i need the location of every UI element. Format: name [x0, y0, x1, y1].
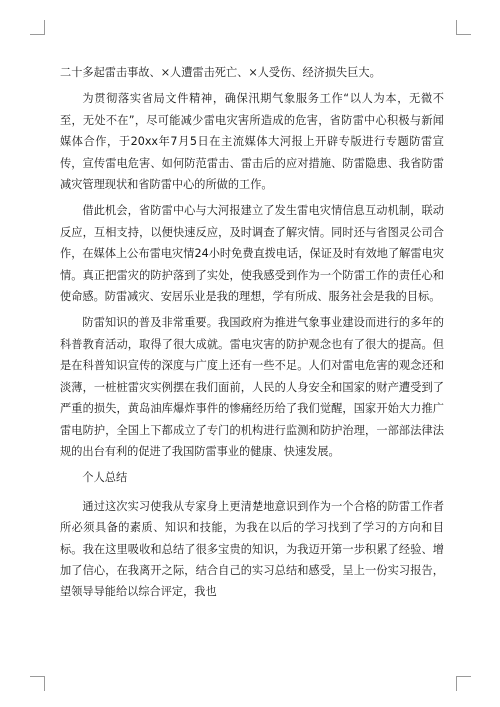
paragraph-cooperation: 借此机会，省防雷中心与大河报建立了发生雷电灾情信息互动机制，联动反应，互相支持，以便快速反应，及时调查了解灾情。同时还与省图灵公司合作，在媒体上公布雷电灾情24小时免费直拨电话，保证及时有效地了解雷电灾情。真正把雷灾的防护落到了实处，使我感受到作为一个防雷工作的责任心和使命感。防雷减灾、安居乐业是我的理想，学有所成、服务社会是我的目标。: [60, 204, 444, 304]
page-corner-mark-bottom-right: [456, 676, 471, 691]
document-body: [60, 62, 444, 608]
page-corner-mark-top-left: [30, 20, 45, 35]
paragraph-summary: 通过这次实习使我从专家身上更清楚地意识到作为一个合格的防雷工作者所必须具备的素质、知识和技能，为我在以后的学习找到了学习的方向和目标。我在这里吸收和总结了很多宝贵的知识，为我迈开第一步积累了经验、增加了信心，在我离开之际，结合自己的实习总结和感受，呈上一份实习报告，望领导导能给以综合评定，我也: [60, 499, 444, 599]
paragraph-continuation: 二十多起雷击事故、×人遭雷击死亡、×人受伤、经济损失巨大。: [60, 66, 381, 79]
paragraph-publicity: 为贯彻落实省局文件精神，确保汛期气象服务工作“以人为本，无微不至，无处不在”，尽可能减少雷电灾害所造成的危害，省防雷中心积极与新闻媒体合作，于20xx年7月5日在主流媒体大河报上开辟专版进行专题防雷宣传，宣传雷电危害、如何防范雷击、雷击后的应对措施、防雷隐患、我省防雷减灾管理现状和省防雷中心的所做的工作。: [60, 92, 444, 192]
paragraph-education: 防雷知识的普及非常重要。我国政府为推进气象事业建设而进行的多年的科普教育活动，取得了很大成就。雷电灾害的防护观念也有了很大的提高。但是在科普知识宣传的深度与广度上还有一些不足。人们对雷电危害的观念还和淡薄，一桩桩雷灾实例摆在我们面前，人民的人身安全和国家的财产遭受到了严重的损失，黄岛油库爆炸事件的惨痛经历给了我们觉醒，国家开始大力推广雷电防护，全国上下都成立了专门的机构进行监测和防护治理，一部部法律法规的出台有利的促进了我国防雷事业的健康、快速发展。: [60, 316, 444, 458]
page-corner-mark-top-right: [456, 20, 471, 35]
page-corner-mark-bottom-left: [30, 676, 45, 691]
section-heading-personal-summary: 个人总结: [82, 471, 128, 485]
